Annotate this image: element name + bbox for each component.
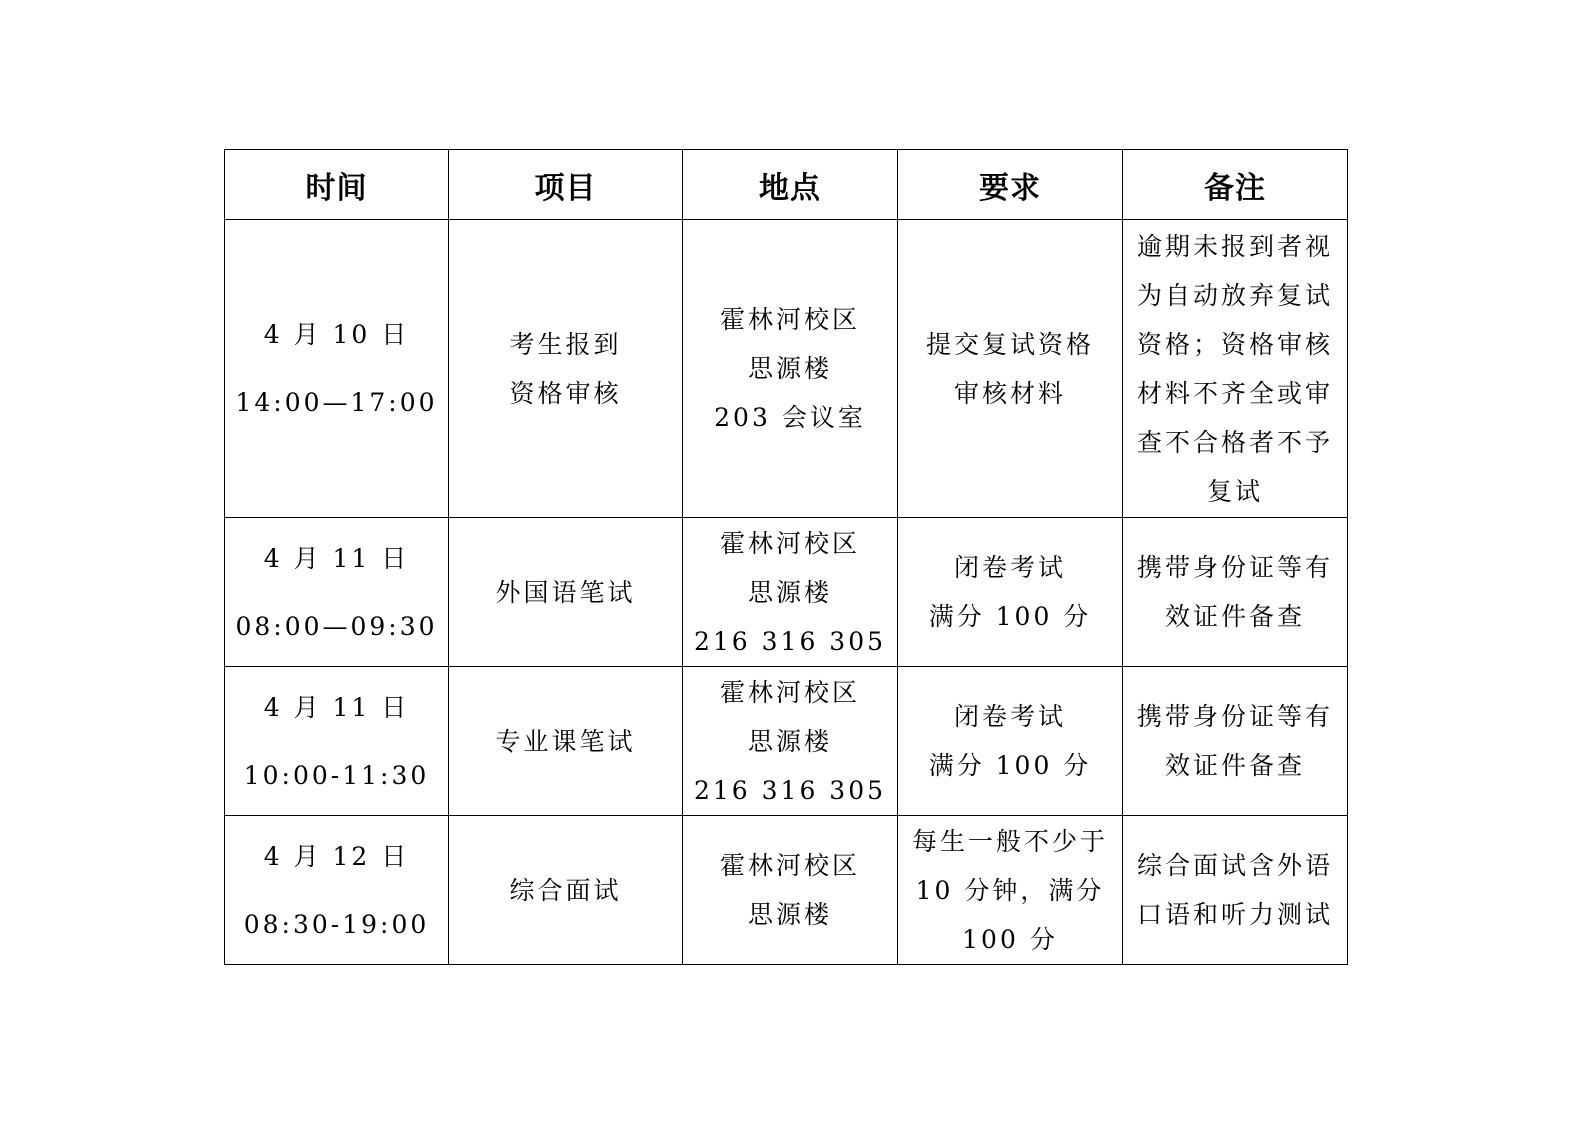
notes-cell	[1123, 816, 1348, 965]
schedule-table	[224, 149, 1348, 965]
notes-cell	[1123, 667, 1348, 816]
notes-text: 资格；资格审核	[1136, 329, 1333, 359]
notes-text: 为自动放弃复试	[1136, 280, 1333, 310]
date-text: 4 月 11 日	[263, 543, 410, 573]
requirement-text: 审核材料	[953, 378, 1066, 408]
header-location: 地点	[683, 150, 898, 220]
table-row	[225, 667, 1348, 816]
notes-text: 效证件备查	[1164, 751, 1305, 780]
item-cell	[449, 220, 683, 518]
requirement-text: 10 分钟，满分	[915, 875, 1105, 905]
notes-text: 携带身份证等有	[1136, 553, 1333, 582]
requirement-cell	[898, 667, 1123, 816]
table-row	[225, 220, 1348, 518]
date-text: 4 月 10 日	[263, 320, 410, 349]
notes-cell	[1123, 220, 1348, 518]
requirement-cell	[898, 816, 1123, 965]
location-cell	[683, 816, 898, 965]
location-cell	[683, 220, 898, 518]
requirement-text: 每生一般不少于	[911, 826, 1108, 856]
time-cell	[225, 518, 449, 667]
time-cell	[225, 667, 449, 816]
item-cell	[449, 518, 683, 667]
time-range-text: 14:00—17:00	[235, 388, 438, 417]
time-cell	[225, 220, 449, 518]
location-text: 霍林河校区	[719, 305, 860, 334]
item-cell	[449, 667, 683, 816]
notes-text: 口语和听力测试	[1136, 900, 1333, 929]
time-range-text: 08:00—09:30	[235, 611, 438, 641]
header-notes: 备注	[1123, 150, 1348, 220]
notes-text: 综合面试含外语	[1136, 851, 1333, 880]
item-text: 考生报到	[509, 329, 622, 359]
location-text: 203 会议室	[714, 403, 866, 432]
notes-text: 查不合格者不予	[1136, 427, 1333, 457]
location-text: 霍林河校区	[719, 677, 860, 707]
requirement-text: 闭卷考试	[953, 702, 1066, 731]
date-text: 4 月 12 日	[263, 841, 410, 871]
item-cell	[449, 816, 683, 965]
location-text: 思源楼	[747, 900, 832, 929]
item-text: 综合面试	[509, 875, 622, 905]
header-time: 时间	[225, 150, 449, 220]
requirement-text: 100 分	[962, 924, 1058, 954]
location-text: 思源楼	[747, 577, 832, 607]
location-cell	[683, 667, 898, 816]
location-text: 霍林河校区	[719, 851, 860, 880]
requirement-cell	[898, 518, 1123, 667]
table-row	[225, 518, 1348, 667]
notes-text: 逾期未报到者视	[1136, 231, 1333, 261]
item-text: 资格审核	[509, 378, 622, 408]
location-text: 思源楼	[747, 726, 832, 756]
notes-text: 携带身份证等有	[1136, 702, 1333, 731]
requirement-cell	[898, 220, 1123, 518]
header-requirement: 要求	[898, 150, 1123, 220]
item-text: 专业课笔试	[495, 726, 636, 756]
notes-text: 效证件备查	[1164, 602, 1305, 631]
location-cell	[683, 518, 898, 667]
notes-text: 复试	[1206, 476, 1263, 506]
requirement-text: 提交复试资格	[925, 329, 1094, 359]
location-text: 思源楼	[747, 354, 832, 383]
requirement-text: 满分 100 分	[928, 602, 1092, 631]
location-text: 霍林河校区	[719, 528, 860, 558]
notes-cell	[1123, 518, 1348, 667]
requirement-text: 闭卷考试	[953, 553, 1066, 582]
header-row	[225, 150, 1348, 220]
location-text: 216 316 305	[693, 775, 887, 805]
notes-text: 材料不齐全或审	[1136, 378, 1333, 408]
time-cell	[225, 816, 449, 965]
requirement-text: 满分 100 分	[928, 751, 1092, 780]
item-text: 外国语笔试	[495, 577, 636, 607]
date-text: 4 月 11 日	[263, 692, 410, 722]
header-item: 项目	[449, 150, 683, 220]
time-range-text: 08:30-19:00	[243, 909, 430, 939]
time-range-text: 10:00-11:30	[243, 760, 430, 790]
location-text: 216 316 305	[693, 626, 887, 656]
table-row	[225, 816, 1348, 965]
